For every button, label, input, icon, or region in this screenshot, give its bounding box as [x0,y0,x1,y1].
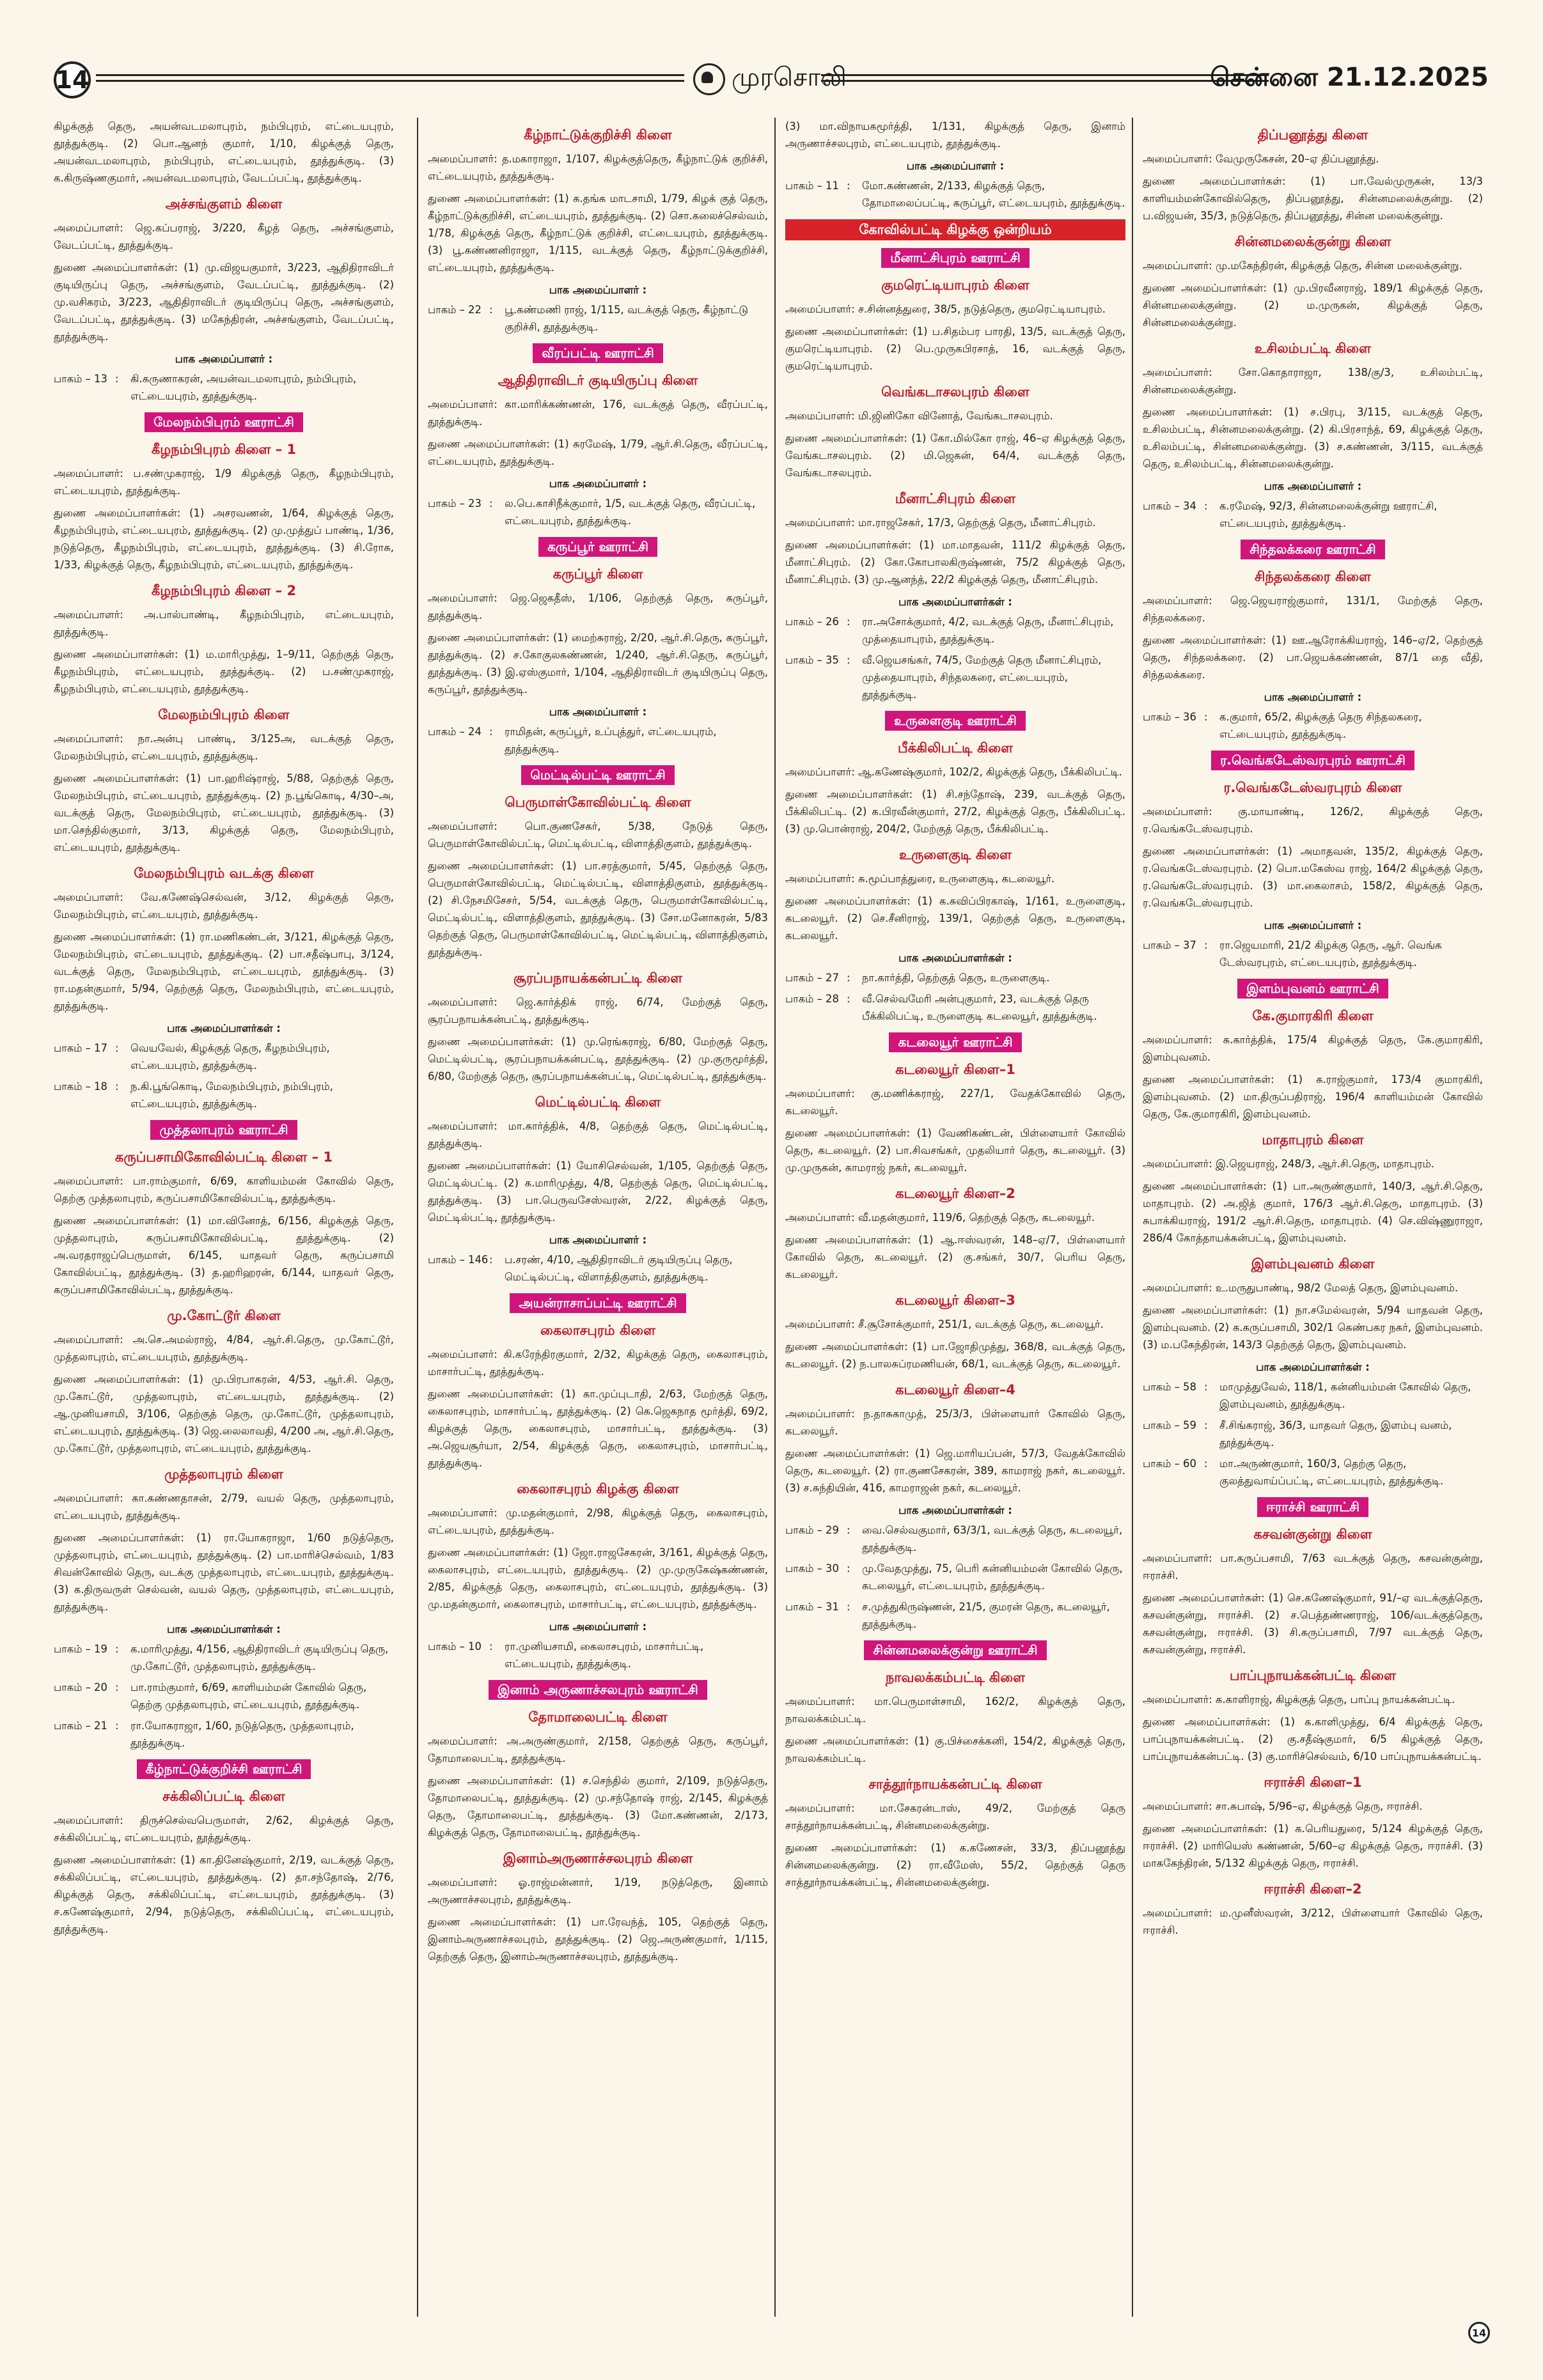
section-heading: உருளைகுடி கிளை [899,847,1012,862]
paragraph: அமைப்பாளர்: க.காளிராஜ், கிழக்குத் தெரு, பாப்பு நாயக்கன்பட்டி. [1143,1693,1455,1706]
section-heading: கீழநம்பிபுரம் கிளை – 2 [151,583,297,598]
booth-label: பாகம் – 10 [428,1640,482,1653]
section-heading: அச்சங்குளம் கிளை [165,196,283,212]
page-number-badge: 14 [54,61,91,98]
paragraph: துணை அமைப்பாளர்கள்: (1) க.தங்க மாடசாமி, 1/79, கிழக் குத் தெரு, கீழ்நாட்டுக்குறிச்சி, எட்டையபுரம், தூத்துக்குடி. (2) சொ.கலைச்செல்வம், 1/78, கிழக்குத் தெரு, கீழ்நாட்டுக் குறிச்சி, எட்டையபுரம், தூத்துக்குடி. (3) பூ.கண்ணனிராஜா, 1/115, வடக்குத் தெரு, கீழ்நாட்டுக்குறிச்சி, எட்டையபுரம், தூத்துக்குடி. [428,192,768,274]
section-heading: திப்பனூத்து கிளை [1257,127,1368,143]
subheading-centered: பாக அமைப்பாளர்கள் : [898,952,1012,964]
header-rule-left [96,74,684,82]
booth-entry [54,1679,394,1713]
paragraph: அமைப்பாளர்: பா.கருப்பசாமி, 7/63 வடக்குத் தெரு, கசவன்குன்று, ஈராச்சி. [1143,1552,1483,1582]
section-heading: பீக்கிலிபட்டி கிளை [897,740,1014,756]
paragraph: துணை அமைப்பாளர்கள்: (1) செ.கணேஷ்குமார், 91/–ஏ வடக்குத்தெரு, கசவன்குன்று, ஈராச்சி. (2) ச.பெத்தண்ணராஜ், 106/வடக்குத்தெரு, கசவன்குன்று, ஈராச்சி. (3) சி.கருப்பசாமி, 7/97 வடக்குத் தெரு, கசவன்குன்று, ஈராச்சி. [1143,1592,1483,1656]
section-heading: பெருமாள்கோவில்பட்டி கிளை [505,795,691,810]
panchayat-badge: இனாம் அருணாச்சலபுரம் ஊராட்சி [489,1680,707,1700]
paragraph: துணை அமைப்பாளர்கள்: (1) ஜோ.ராஜசேகரன், 3/161, கிழக்குத் தெரு, கைலாசபுரம், எட்டையபுரம், தூத்துக்குடி. (2) மு.முருகேஷ்கண்ணன், 2/85, கிழக்குத் தெரு, கைலாசபுரம், எட்டையபுரம், தூத்துக்குடி. (3) மு.மதன்குமார், கைலாசபுரம், மாசார்பட்டி, எட்டையபுரம், தூத்துக்குடி. [428,1546,768,1610]
paragraph: அமைப்பாளர்: ஜெ.ஜெகதீஸ், 1/106, தெற்குத் தெரு, கருப்பூர், தூத்துக்குடி. [428,592,768,621]
paragraph: துணை அமைப்பாளர்கள்: (1) பா.ஜோதிமுத்து, 368/8, வடக்குத் தெரு, கடலையூர். (2) ந.பாலசுப்ரமணியன், 68/1, வடக்குத் தெரு, கடலையூர். [785,1341,1125,1370]
paragraph: அமைப்பாளர்: ஆ.கணேஷ்குமார், 102/2, கிழக்குத் தெரு, பீக்கிலிபட்டி. [785,766,1122,778]
paragraph: துணை அமைப்பாளர்கள்: (1) நா.சமேல்வரன், 5/94 யாதவன் தெரு, இளம்புவனம். (2) க.கருப்பசாமி, 302/1 கெண்பகர நகர், இளம்புவனம். (3) ம.பகேந்திரன், 143/3 தெற்குத் தெரு, இளம்புவனம். [1143,1304,1483,1351]
paragraph: துணை அமைப்பாளர்கள்: (1) பா.சரத்குமார், 5/45, தெற்குத் தெரு, பெருமாள்கோவில்பட்டி, மெட்டில்பட்டி, விளாத்திகுளம், தூத்துக்குடி. (2) சி.நேசமிசேசர், 5/54, வடக்குத் தெரு, பெருமாள்கோவில்பட்டி, மெட்டில்பட்டி, விளாத்திகுளம், தூத்துக்குடி. (3) சோ.மனோகரன், 5/83 தெற்குத் தெரு, பெருமாள்கோவில்பட்டி, மெட்டில்பட்டி, விளாத்திகுளம், தூத்துக்குடி. [428,860,768,958]
section-heading: கருப்பசாமிகோவில்பட்டி கிளை – 1 [114,1149,333,1165]
booth-label: பாகம் – 17 [54,1042,107,1054]
booth-text: க.மாரிமுத்து, 4/156, ஆதிதிராவிடர் குடியிருப்பு தெரு, மு.கோட்டூர், முத்தலாபுரம், தூத்துக்குடி. [130,1643,389,1672]
paragraph: துணை அமைப்பாளர்கள்: (1) மு.பிரவீனராஜ், 189/1 கிழக்குத் தெரு, சின்னமலைக்குன்று. (2) ம.முருகன், கிழக்குத் தெரு, சின்னமலைக்குன்று. [1143,282,1483,329]
section-heading: மேலநம்பிபுரம் வடக்கு கிளை [134,866,314,881]
booth-label: பாகம் – 58 [1143,1381,1196,1393]
section-heading: கடலையூர் கிளை–3 [895,1293,1015,1308]
booth-entry [785,177,1125,212]
paragraph: அமைப்பாளர்: அ.பால்பாண்டி, கீழநம்பிபுரம், எட்டையபுரம், தூத்துக்குடி. [54,609,394,638]
paragraph: அமைப்பாளர்: மா.பெருமாள்சாமி, 162/2, கிழக்குத் தெரு, நாவலக்கம்பட்டி. [785,1695,1125,1725]
booth-label: பாகம் – 20 [54,1681,107,1693]
footer-page-number: 14 [1468,2322,1490,2344]
booth-text: ரா.முனியசாமி, கைலாசபுரம், மாசார்பட்டி, எட்டையபுரம், தூத்துக்குடி. [505,1640,704,1670]
sun-logo-icon [693,63,725,95]
booth-entry [1143,1417,1483,1451]
subheading-centered: பாக அமைப்பாளர் : [906,160,1005,172]
section-heading: கடலையூர் கிளை–2 [895,1186,1015,1201]
colon-separator: : [1204,1458,1208,1470]
booth-entry [785,990,1125,1025]
section-heading: உசிலம்பட்டி கிளை [1254,341,1372,356]
paragraph: துணை அமைப்பாளர்கள்: (1) பா.ஹரிஷ்ராஜ், 5/88, தெற்குத் தெரு, மேலநம்பிபுரம், எட்டையபுரம், தூத்துக்குடி. (2) ந.பூங்கொடி, 4/30–அ, வடக்குத் தெரு, மேலநம்பிபுரம், எட்டையபுரம், தூத்துக்குடி. (3) மா.செந்தில்குமார், 3/13, கிழக்குத் தெரு, மேலநம்பிபுரம், எட்டையபுரம், தூத்துக்குடி. [54,772,394,853]
colon-separator: : [847,1562,850,1575]
paragraph: அமைப்பாளர்: வீ.மதன்குமார், 119/6, தெற்குத் தெரு, கடலையூர். [785,1211,1095,1224]
paragraph: துணை அமைப்பாளர்கள்: (1) அசரவணன், 1/64, கிழக்குத் தெரு, கீழநம்பிபுரம், எட்டையபுரம், தூத்துக்குடி. (2) மு.முத்துப் பாண்டி, 1/36, நடுத்தெரு, கீழநம்பிபுரம், எட்டையபுரம், தூத்துக்குடி. (3) சி.ரோசு, 1/33, கிழக்குத் தெரு, கீழநம்பிபுரம், எட்டையபுரம், தூத்துக்குடி. [54,507,394,571]
paragraph: கிழக்குத் தெரு, அயன்வடமலாபுரம், நம்பிபுரம், எட்டையபுரம், தூத்துக்குடி. (2) பொ.ஆனந் குமார், 1/10, கிழக்குத் தெரு, அயன்வடமலாபுரம், நம்பிபுரம், எட்டையபுரம், தூத்துக்குடி. (3) க.கிருஷ்ணகுமார், அயன்வடமலாபுரம், வேடப்பட்டி, தூத்துக்குடி. [54,120,394,184]
booth-entry [1143,1378,1483,1413]
colon-separator: : [1204,500,1208,512]
booth-entry [785,969,1125,986]
booth-text: மா.அருண்குமார், 160/3, தெற்கு தெரு, குலத்துவாய்ப்பட்டி, எட்டையபுரம், தூத்துக்குடி. [1219,1458,1444,1487]
paragraph: அமைப்பாளர்: ஓ.ராஜ்மன்னார், 1/19, நடுத்தெரு, இனாம் அருணாச்சலபுரம், தூத்துக்குடி. [428,1876,768,1906]
colon-separator: : [1204,1419,1208,1431]
column-4 [1143,118,1483,2317]
section-heading: இனாம்அருணாச்சலபுரம் கிளை [503,1851,693,1866]
booth-entry [785,613,1125,648]
paragraph: அமைப்பாளர்: க.கார்த்திக், 175/4 கிழக்குத் தெரு, கே.குமாரகிரி, இளம்புவனம். [1143,1034,1483,1063]
paragraph: (3) மா.விநாயகமூர்த்தி, 1/131, கிழக்குத் தெரு, இனாம் அருணாச்சலபுரம், எட்டையபுரம், தூத்துக்குடி. [785,120,1125,150]
panchayat-badge: சிந்தலக்கரை ஊராட்சி [1241,540,1384,559]
subheading-centered: பாக அமைப்பாளர் : [175,353,273,365]
column-3 [785,118,1125,2317]
colon-separator: : [847,180,850,192]
section-heading: கீழ்நாட்டுக்குறிச்சி கிளை [524,127,672,143]
booth-label: பாகம் – 60 [1143,1458,1196,1470]
colon-separator: : [847,616,850,628]
subheading-centered: பாக அமைப்பாளர்கள் : [167,1022,281,1034]
booth-entry [54,1640,394,1675]
paragraph: அமைப்பாளர்: திருச்செல்வபெருமாள், 2/62, கிழக்குத் தெரு, சக்கிலிப்பட்டி, எட்டையபுரம், தூத்துக்குடி. [54,1814,394,1844]
paragraph: அமைப்பாளர்: கா.கண்ணதாசன், 2/79, வயல் தெரு, முத்தலாபுரம், எட்டையபுரம், தூத்துக்குடி. [54,1492,394,1521]
paragraph: துணை அமைப்பாளர்கள்: (1) வேணிகண்டன், பிள்ளையார் கோவில் தெரு, கடலையூர். (2) பா.சிவசங்கர், முதலியார் தெரு, கடலையூர். (3) மு.முருகன், காமராஜ் நகர், கடலையூர். [785,1127,1125,1174]
paragraph: அமைப்பாளர்: இ.ஜெயராஜ், 248/3, ஆர்.சி.தெரு, மாதாபுரம். [1143,1158,1435,1170]
paragraph: அமைப்பாளர்: கு.மணிக்கராஜ், 227/1, வேதக்கோவில் தெரு, கடலையூர். [785,1087,1125,1117]
paragraph: அமைப்பாளர்: சு.மூப்பாத்துரை, உருளைகுடி, கடலையூர். [785,873,1055,885]
paragraph: அமைப்பாளர்: உ.மருதுபாண்டி, 98/2 மேலத் தெரு, இளம்புவனம். [1143,1282,1459,1294]
subheading-centered: பாக அமைப்பாளர் : [1264,480,1362,492]
subheading-centered: பாக அமைப்பாளர் : [549,478,647,490]
booth-entry [428,301,768,336]
section-heading: கே.குமாரகிரி கிளை [1252,1008,1374,1023]
paragraph: துணை அமைப்பாளர்கள்: (1) சி.சந்தோஷ், 239, வடக்குத் தெரு, பீக்கிலிபட்டி. (2) க.பிரவீன்குமார், 27/2, கிழக்குத் தெரு, பீக்கிலிபட்டி. (3) மு.பொன்ராஜ், 204/2, மேற்குத் தெரு, பீக்கிலிபட்டி. [785,788,1125,835]
booth-text: வெயவேல், கிழக்குத் தெரு, கீழநம்பிபுரம், எட்டையபுரம், தூத்துக்குடி. [130,1042,330,1071]
paragraph: அமைப்பாளர்: மு.மகேந்திரன், கிழக்குத் தெரு, சின்ன மலைக்குன்று. [1143,260,1462,272]
panchayat-badge: கடலையூர் ஊராட்சி [889,1032,1021,1052]
booth-entry [54,370,394,405]
booth-label: பாகம் – 59 [1143,1419,1196,1431]
booth-text: வை.செல்வகுமார், 63/3/1, வடக்குத் தெரு, கடலையூர், தூத்துக்குடி. [862,1524,1123,1553]
section-heading: தோமாலைபட்டி கிளை [528,1709,668,1725]
paragraph: அமைப்பாளர்: நா.அன்பு பாண்டி, 3/125அ, வடக்குத் தெரு, மேலநம்பிபுரம், எட்டையபுரம், தூத்துக்குடி. [54,733,394,762]
paragraph: அமைப்பாளர்: அ.அருண்குமார், 2/158, தெற்குத் தெரு, கருப்பூர், தோமாலைபட்டி, தூத்துக்குடி. [428,1735,768,1764]
paragraph: துணை அமைப்பாளர்கள்: (1) கா.தினேஷ்குமார், 2/19, வடக்குத் தெரு, சக்கிலிப்பட்டி, எட்டையபுரம், தூத்துக்குடி. (2) தா.சந்தோஷ், 2/76, கிழக்குத் தெரு, சக்கிலிப்பட்டி, எட்டையபுரம், தூத்துக்குடி. (3) ச.கணேஷ்குமார், 2/94, நடுத்தெரு, சக்கிலிப்பட்டி, எட்டையபுரம், தூத்துக்குடி. [54,1854,394,1935]
booth-text: சீ.சிங்கராஜ், 36/3, யாதவர் தெரு, இளம்பு வனம், தூத்துக்குடி. [1219,1419,1452,1449]
paragraph: அமைப்பாளர்: த.மகாராஜா, 1/107, கிழக்குத்தெரு, கீழ்நாட்டுக் குறிச்சி, எட்டையபுரம், தூத்துக்குடி. [428,153,768,182]
column-2 [428,118,768,2317]
paragraph: துணை அமைப்பாளர்கள்: (1) மு.பிரபாகரன், 4/53, ஆர்.சி. தெரு, மு.கோட்டூர், முத்தலாபுரம், எட்டையபுரம், தூத்துக்குடி. (2) ஆ.முனியசாமி, 3/106, தெற்குத் தெரு, மு.கோட்டூர், முத்தலாபுரம், எட்டையபுரம், தூத்துக்குடி. (3) ஜெ.லைலாவதி, 4/200 அ, ஆர்.சி.தெரு, மு.கோட்டூர், முத்தலாபுரம், எட்டையபுரம், தூத்துக்குடி. [54,1373,394,1454]
booth-entry [1143,937,1483,971]
paragraph: அமைப்பாளர்: ஜெ.கப்பராஜ், 3/220, கீழத் தெரு, அச்சங்குளம், வேடப்பட்டி, தூத்துக்குடி. [54,222,394,251]
paragraph: அமைப்பாளர்: சா.சுபாஷ், 5/96–ஏ, கிழக்குத் தெரு, ஈராச்சி. [1143,1800,1423,1812]
section-heading: ஈராச்சி கிளை–2 [1264,1881,1362,1897]
paragraph: துணை அமைப்பாளர்கள்: (1) க.சுவிப்பிரகாஷ், 1/161, உருளைகுடி, கடலையூர். (2) செ.சீனிராஜ், 139/1, தெற்குத் தெரு, உருளைகுடி, கடலையூர். [785,895,1125,942]
section-heading: சிந்தலக்கரை கிளை [1255,569,1371,584]
subheading-centered: பாக அமைப்பாளர் : [1264,691,1362,703]
paragraph: அமைப்பாளர்: பொ.குணசேகர், 5/38, நேடுத் தெரு, பெருமாள்கோவில்பட்டி, மெட்டில்பட்டி, விளாத்திகுளம், தூத்துக்குடி. [428,820,768,850]
panchayat-badge: ஈராச்சி ஊராட்சி [1257,1497,1368,1517]
colon-separator: : [115,1720,119,1732]
paragraph: துணை அமைப்பாளர்கள்: (1) யோசிசெல்வன், 1/105, தெற்குத் தெரு, மெட்டில்பட்டி. (2) க.மாரிமுத்து, 4/8, தெற்குத் தெரு, மெட்டில்பட்டி, தூத்துக்குடி. (3) பா.பெருவசேஸ்வரன், 2/22, கிழக்குத் தெரு, மெட்டில்பட்டி, தூத்துக்குடி. [428,1160,768,1224]
booth-label: பாகம் – 27 [785,972,839,984]
booth-text: கி.கருணாகரன், அயன்வடமலாபுரம், நம்பிபுரம், எட்டையபுரம், தூத்துக்குடி. [130,373,357,402]
booth-label: பாகம் – 13 [54,373,107,385]
booth-label: பாகம் – 146 [428,1254,489,1266]
panchayat-badge: மெட்டில்பட்டி ஊராட்சி [521,765,674,785]
paragraph: அமைப்பாளர்: ஜெ.கார்த்திக் ராஜ், 6/74, மேற்குத் தெரு, சூரப்பநாயக்கன்பட்டி, தூத்துக்குடி. [428,996,768,1025]
booth-text: ரா.யோகராஜா, 1/60, நடுத்தெரு, முத்தலாபுரம், தூத்துக்குடி. [130,1720,354,1749]
section-heading: சின்னமலைக்குன்று கிளை [1234,234,1391,249]
booth-entry [428,723,768,758]
paragraph: அமைப்பாளர்: கு.மாயாண்டி, 126/2, கிழக்குத் தெரு, ர.வெங்கடேஸ்வரபுரம். [1143,805,1483,835]
colon-separator: : [115,1042,119,1054]
paragraph: துணை அமைப்பாளர்கள்: (1) பா.வேல்முருகன், 13/3 காளியம்மன்கோவில்தெரு, திப்பனூத்து, சின்னமலைக்குன்று. (2) ப.விஜயன், 35/3, நடுத்தெரு, திப்பனூத்து, சின்ன மலைக்குன்று. [1143,175,1483,222]
colon-separator: : [1204,939,1208,951]
panchayat-badge: உருளைகுடி ஊராட்சி [885,711,1026,731]
section-heading: நாவலக்கம்பட்டி கிளை [885,1670,1026,1685]
paragraph: அமைப்பாளர்: சோ.கொதாராஜா, 138/கு/3, உசிலம்பட்டி, சின்னமலைக்குன்று. [1143,366,1483,396]
paragraph: துணை அமைப்பாளர்கள்: (1) மு.ரெங்கராஜ், 6/80, மேற்குத் தெரு, மெட்டில்பட்டி, சூரப்பநாயக்கன்பட்டி, தூத்துக்குடி. (2) மு.குருமூர்த்தி, 6/80, மேற்குத் தெரு, சூரப்பநாயக்கன்பட்டி, மெட்டில்பட்டி, தூத்துக்குடி. [428,1036,768,1082]
booth-label: பாகம் – 21 [54,1720,107,1732]
booth-entry [428,1251,768,1286]
section-heading: வெங்கடாசலபுரம் கிளை [881,384,1030,400]
booth-label: பாகம் – 24 [428,726,482,738]
paragraph: துணை அமைப்பாளர்கள்: (1) கோ.மில்கோ ராஜ், 46–ஏ கிழக்குத் தெரு, வேங்கடாசலபுரம். (2) மி.ஜெகன், 64/4, வடக்குத் தெரு, வேங்கடாசலபுரம். [785,432,1125,479]
paragraph: துணை அமைப்பாளர்கள்: (1) க.காளிமுத்து, 6/4 கிழக்குத் தெரு, பாப்புநாயக்கன்பட்டி. (2) கு.சதீஷ்குமார், 6/5 கிழக்குத் தெரு, பாப்புநாயக்கன்பட்டி. (3) கு.மாரிச்செல்வம், 6/10 பாப்புநாயக்கன்பட்டி. [1143,1716,1483,1762]
booth-label: பாகம் – 30 [785,1562,839,1575]
paragraph: துணை அமைப்பாளர்கள்: (1) கா.முப்புடாதி, 2/63, மேற்குத் தெரு, கைலாசபுரம், மாசார்பட்டி, தூத்துக்குடி. (2) கெ.ஜெகநாத மூர்த்தி, 69/2, கிழக்குத் தெரு, கைலாசபுரம், மாசார்பட்டி, தூத்துக்குடி. (3) அ.ஜெயசூர்யா, 2/54, கிழக்குத் தெரு, கைலாசபுரம், மாசார்பட்டி, தூத்துக்குடி. [428,1388,768,1469]
section-heading: கருப்பூர் கிளை [552,566,643,582]
section-heading: ஆதிதிராவிடர் குடியிருப்பு கிளை [497,373,698,388]
section-heading: இளம்புவனம் கிளை [1251,1256,1375,1272]
subheading-centered: பாக அமைப்பாளர் : [549,284,647,296]
section-heading: ர.வெங்கடேஸ்வரபுரம் கிளை [1223,780,1402,795]
section-heading: சூரப்பநாயக்கன்பட்டி கிளை [513,970,683,986]
paragraph: துணை அமைப்பாளர்கள்: (1) ஆ.ஈஸ்வரன், 148–ஏ/7, பிள்ளையார் கோவில் தெரு, கடலையூர். (2) கு.சங்கர், 30/7, பெரிய தெரு, கடலையூர். [785,1234,1125,1280]
masthead [54,61,1489,100]
colon-separator: : [115,1643,119,1655]
booth-entry [785,651,1125,703]
colon-separator: : [847,654,850,666]
section-heading: மெட்டில்பட்டி கிளை [535,1094,661,1110]
section-heading: முத்தலாபுரம் கிளை [164,1466,283,1482]
booth-text: க.ரமேஷ், 92/3, சின்னமலைக்குன்று ஊராட்சி, எட்டையபுரம், தூத்துக்குடி. [1219,500,1437,529]
section-heading: கடலையூர் கிளை–4 [895,1382,1015,1397]
newspaper-title: முரசொலி [732,63,847,92]
section-heading: கைலாசபுரம் கிளை [540,1323,656,1338]
panchayat-badge: மேலநம்பிபுரம் ஊராட்சி [145,412,303,432]
paragraph: துணை அமைப்பாளர்கள்: (1) கு.பிச்சைக்கனி, 154/2, கிழக்குத் தெரு, நாவலக்கம்பட்டி. [785,1735,1125,1764]
section-heading: மீனாட்சிபுரம் கிளை [895,491,1016,506]
subheading-centered: பாக அமைப்பாளர் : [549,1621,647,1633]
booth-entry [785,1560,1125,1594]
paragraph: துணை அமைப்பாளர்கள்: (1) ஜெ.மாரியப்பன், 57/3, வேதக்கோவில் தெரு, கடலையூர். (2) ரா.குணசேகரன், 389, காமராஜ் நகர், கடலையூர். (3) ச.சுந்தியின், 416, காமராஜன் நகர், கடலையூர். [785,1447,1125,1494]
booth-entry [785,1598,1125,1633]
booth-text: வீ.செல்வமேரி அன்புகுமார், 23, வடக்குத் தெரு பீக்கிலிபட்டி, உருளைகுடி கடலையூர், தூத்துக்குடி. [862,993,1097,1022]
paragraph: துணை அமைப்பாளர்கள்: (1) ரா.யோகராஜா, 1/60 நடுத்தெரு, முத்தலாபுரம், எட்டையபுரம், தூத்துக்குடி. (2) பா.மாரிச்செல்வம், 1/83 சிவன்கோவில் தெரு, வடக்கு முத்தலாபுரம், எட்டையபுரம், தூத்துக்குடி. (3) க.திருவருள் செல்வன், வயல் தெரு, முத்தலாபுரம், எட்டையபுரம், தூத்துக்குடி. [54,1532,394,1613]
paragraph: துணை அமைப்பாளர்கள்: (1) ச.பிரபு, 3/115, வடக்குத் தெரு, உசிலம்பட்டி, சின்னமலைக்குன்று. (2) கி.பிரசாந்த், 69, கிழக்குத் தெரு, உசிலம்பட்டி, சின்னமலைக்குன்று. (3) ச.கண்ணன், 3/115, வடக்குத் தெரு, உசிலம்பட்டி, சின்னமலைக்குன்று. [1143,406,1483,470]
panchayat-badge: அயன்ராசாப்பட்டி ஊராட்சி [510,1293,685,1313]
header-rule-right [821,74,1269,82]
booth-text: ச.முத்துகிருஷ்ணன், 21/5, குமரன் தெரு, கடலையூர், தூத்துக்குடி. [862,1601,1110,1630]
booth-text: பா.ராம்குமார், 6/69, காளியம்மன் கோவில் தெரு, தெற்கு முத்தலாபுரம், எட்டையபுரம், தூத்துக்குடி. [130,1681,367,1711]
colon-separator: : [489,726,493,738]
booth-label: பாகம் – 22 [428,304,482,316]
panchayat-badge: இளம்புவனம் ஊராட்சி [1237,979,1388,999]
section-heading: மு.கோட்டூர் கிளை [167,1308,281,1323]
booth-text: ராமிதன், கருப்பூர், உப்புத்துர், எட்டையபுரம், தூத்துக்குடி. [505,726,717,755]
subheading-centered: பாக அமைப்பாளர்கள் : [898,1504,1012,1516]
dateline: சென்னை 21.12.2025 [1210,63,1489,92]
booth-label: பாகம் – 18 [54,1080,107,1093]
paragraph: துணை அமைப்பாளர்கள்: (1) ப.சிதம்பர பாரதி, 13/5, வடக்குத் தெரு, குமரெட்டியாபுரம். (2) பெ.முருகபிரசாத், 16, வடக்குத் தெரு, குமரெட்டியாபுரம். [785,325,1125,372]
paragraph: அமைப்பாளர்: கி.கரேந்திரகுமார், 2/32, கிழக்குத் தெரு, கைலாசபுரம், மாசார்பட்டி, தூத்துக்குடி. [428,1348,768,1378]
paragraph: அமைப்பாளர்: மா.ராஜசேகர், 17/3, தெற்குத் தெரு, மீனாட்சிபுரம். [785,517,1096,529]
booth-text: ரா.ஜெயமாரி, 21/2 கிழக்கு தெரு, ஆர். வெங்க டேஸ்வரபுரம், எட்டையபுரம், தூத்துக்குடி. [1219,939,1442,968]
subheading-centered: பாக அமைப்பாளர் : [1264,919,1362,931]
paragraph: துணை அமைப்பாளர்கள்: (1) க.கணேசன், 33/3, திப்பனூத்து சின்னமலைக்குன்று. (2) ரா.வீமேஸ், 55/2, தெற்குத் தெரு சாத்தூர்நாயக்கன்பட்டி, சின்னமலைக்குன்று. [785,1842,1125,1888]
column-1 [54,118,394,2317]
panchayat-badge: முத்தலாபுரம் ஊராட்சி [150,1120,297,1140]
booth-label: பாகம் – 11 [785,180,839,192]
colon-separator: : [847,972,850,984]
paragraph: அமைப்பாளர்: ப.சண்முகராஜ், 1/9 கிழக்குத் தெரு, கீழநம்பிபுரம், எட்டையபுரம், தூத்துக்குடி. [54,467,394,497]
booth-text: க.குமார், 65/2, கிழக்குத் தெரு சிந்தலகரை, எட்டையபுரம், தூத்துக்குடி. [1219,711,1422,740]
booth-entry [1143,1455,1483,1489]
panchayat-badge: ர.வெங்கடேஸ்வரபுரம் ஊராட்சி [1211,751,1414,770]
paragraph: அமைப்பாளர்: அ.செ.அமல்ராஜ், 4/84, ஆர்.சி.தெரு, மு.கோட்டூர், முத்தலாபுரம், எட்டையபுரம், தூத்துக்குடி. [54,1334,394,1363]
booth-text: ந.கி.பூங்கொடி, மேலநம்பிபுரம், நம்பிபுரம், எட்டையபுரம், தூத்துக்குடி. [130,1080,333,1110]
booth-entry [428,495,768,529]
booth-entry [54,1717,394,1752]
subheading-centered: பாக அமைப்பாளர்கள் : [898,596,1012,608]
section-heading: ஈராச்சி கிளை–1 [1264,1775,1362,1790]
booth-label: பாகம் – 35 [785,654,839,666]
section-heading: கசவன்குன்று கிளை [1253,1527,1372,1542]
paragraph: அமைப்பாளர்: சீ.சூசோக்குமார், 251/1, வடக்குத் தெரு, கடலையூர். [785,1318,1104,1330]
paragraph: துணை அமைப்பாளர்கள்: (1) மைற்சுராஜ், 2/20, ஆர்.சி.தெரு, கருப்பூர், தூத்துக்குடி. (2) ச.கோகுலகண்ணன், 1/240, ஆர்.சி.தெரு, கருப்பூர், தூத்துக்குடி. (3) இ.ஏஸ்குமார், 1/104, ஆதிதிராவிடர் குடியிருப்பு தெரு, கருப்பூர், தூத்துக்குடி. [428,632,768,696]
colon-separator: : [847,993,850,1005]
section-heading: சாத்தூர்நாயக்கன்பட்டி கிளை [868,1777,1042,1792]
paragraph: துணை அமைப்பாளர்கள்: (1) சுரமேஷ், 1/79, ஆர்.சி.தெரு, வீரப்பட்டி, எட்டையபுரம், தூத்துக்குடி. [428,438,768,467]
booth-label: பாகம் – 19 [54,1643,107,1655]
paragraph: துணை அமைப்பாளர்கள்: (1) ச.செந்தில் குமார், 2/109, நடுத்தெரு, தோமாலைபட்டி, தூத்துக்குடி. (2) மு.சந்தோஷ் ராஜ், 2/145, கிழக்குத் தெரு, தோமாலைபட்டி, தூத்துக்குடி. (3) மோ.கண்ணன், 2/173, கிழக்குத் தெரு, தோமாலைபட்டி, தூத்துக்குடி. [428,1775,768,1839]
section-heading: சக்கிலிப்பட்டி கிளை [162,1789,285,1804]
paragraph: அமைப்பாளர்: ஜெ.ஜெயராஜ்குமார், 131/1, மேற்குத் தெரு, சிந்தலக்கரை. [1143,595,1483,624]
booth-text: பூ.கண்மணி ராஜ், 1/115, வடக்குத் தெரு, கீழ்நாட்டு குறிச்சி, தூத்துக்குடி. [505,304,749,333]
colon-separator: : [115,1080,119,1093]
booth-text: மோ.கண்ணன், 2/133, கிழக்குத் தெரு, தோமாலைப்பட்டி, கருப்பூர், எட்டையபுரம், தூத்துக்குடி. [862,180,1125,209]
panchayat-badge: கருப்பூர் ஊராட்சி [538,537,657,557]
colon-separator: : [489,1254,493,1266]
panchayat-badge: வீரப்பட்டி ஊராட்சி [533,343,663,363]
paragraph: துணை அமைப்பாளர்கள்: (1) மு.விஜயகுமார், 3/223, ஆதிதிராவிடர் குடியிருப்பு தெரு, அச்சங்குளம், வேடப்பட்டி, தூத்துக்குடி. (2) மு.வசிகரம், 3/223, ஆதிதிராவிடர் குடியிருப்பு தெரு, அச்சங்குளம், வேடப்பட்டி, தூத்துக்குடி. (3) மகேந்திரன், அச்சங்குளம், வேடப்பட்டி, தூத்துக்குடி. [54,261,394,343]
paragraph: துணை அமைப்பாளர்கள்: (1) மா.வினோத், 6/156, கிழக்குத் தெரு, முத்தலாபுரம், கருப்பசாமிகோவில்பட்டி, தூத்துக்குடி. (2) அ.வரதராஜப்பெருமாள், 6/145, யாதவர் தெரு, கருப்பசாமி கோவில்பட்டி, தூத்துக்குடி. (3) த.ஹரிஹரன், 6/144, யாதவர் தெரு, கருப்பசாமிகோவில்பட்டி, தூத்துக்குடி. [54,1215,394,1296]
booth-label: பாகம் – 29 [785,1524,839,1536]
colon-separator: : [489,1640,493,1653]
colon-separator: : [847,1601,850,1613]
colon-separator: : [115,1681,119,1693]
paragraph: துணை அமைப்பாளர்கள்: (1) ம.மாரிமுத்து, 1–9/11, தெற்குத் தெரு, கீழநம்பிபுரம், எட்டையபுரம், தூத்துக்குடி. (2) ப.சண்முகராஜ், கீழநம்பிபுரம், எட்டையபுரம், தூத்துக்குடி. [54,648,394,695]
paragraph: துணை அமைப்பாளர்கள்: (1) பா.அருண்குமார், 140/3, ஆர்.சி.தெரு, மாதாபுரம். (2) அ.ஜித் குமார், 176/3 ஆர்.சி.தெரு, மாதாபுரம். (3) சுபாக்கியராஜ், 191/2 ஆர்.சி.தெரு, மாதாபுரம். (4) செ.விஷ்ணுராஜா, 286/4 கோத்தாயக்கன்பட்டி, இளம்புவனம். [1143,1180,1483,1244]
section-heading: கைலாசபுரம் கிழக்கு கிளை [517,1481,679,1497]
paragraph: அமைப்பாளர்: மா.சேகரன்டாஸ், 49/2, மேற்குத் தெரு சாத்தூர்நாயக்கன்பட்டி, சின்னமலைக்குன்று. [785,1802,1125,1832]
paragraph: அமைப்பாளர்: கா.மாரிக்கண்ணன், 176, வடக்குத் தெரு, வீரப்பட்டி, தூத்துக்குடி. [428,398,768,428]
booth-entry [428,1638,768,1672]
paragraph: அமைப்பாளர்: ச.சின்னத்துரை, 38/5, நடுத்தெரு, குமரெட்டியாபுரம். [785,303,1106,315]
section-heading: கீழநம்பிபுரம் கிளை – 1 [151,442,297,457]
booth-label: பாகம் – 36 [1143,711,1196,723]
paragraph: அமைப்பாளர்: வே.கணேஷ்செல்வன், 3/12, கிழக்குத் தெரு, மேலநம்பிபுரம், எட்டையபுரம், தூத்துக்குடி. [54,891,394,921]
booth-entry [1143,497,1483,532]
panchayat-badge: சின்னமலைக்குன்று ஊராட்சி [864,1640,1046,1660]
article-columns [54,118,1489,2317]
booth-label: பாகம் – 37 [1143,939,1196,951]
paragraph: துணை அமைப்பாளர்கள்: (1) ரா.மணிகண்டன், 3/121, கிழக்குத் தெரு, மேலநம்பிபுரம், எட்டையபுரம், தூத்துக்குடி. (2) பா.சதீஷ்பாபு, 3/124, வடக்குத் தெரு, மேலநம்பிபுரம், எட்டையபுரம், தூத்துக்குடி. (3) ரா.மதன்குமார், 5/94, தெற்குத் தெரு, மேலநம்பிபுரம், எட்டையபுரம், தூத்துக்குடி. [54,931,394,1012]
colon-separator: : [1204,1381,1208,1393]
paragraph: துணை அமைப்பாளர்கள்: (1) அமாதவன், 135/2, கிழக்குத் தெரு, ர.வெங்கடேஸ்வரபுரம். (2) பொ.மகேஸ்வ ராஜ், 164/2 கிழக்குத் தெரு, ர.வெங்கடேஸ்வரபுரம். (3) மா.கைலாசம், 158/2, கிழக்குத் தெரு, ர.வெங்கடேஸ்வரபுரம். [1143,845,1483,909]
subheading-centered: பாக அமைப்பாளர் : [549,706,647,718]
section-heading: மாதாபுரம் கிளை [1262,1132,1364,1147]
booth-entry [54,1039,394,1074]
booth-label: பாகம் – 31 [785,1601,839,1613]
section-heading: பாப்புநாயக்கன்பட்டி கிளை [1230,1668,1396,1683]
colon-separator: : [489,497,493,509]
booth-entry [785,1521,1125,1556]
panchayat-badge: கீழ்நாட்டுக்குறிச்சி ஊராட்சி [137,1759,311,1779]
paragraph: அமைப்பாளர்: ந.தாசுகாமுத், 25/3/3, பிள்ளையார் கோவில் தெரு, கடலையூர். [785,1408,1125,1437]
booth-entry [1143,708,1483,743]
booth-text: நா.கார்த்தி, தெற்குத் தெரு, உருளைகுடி. [862,972,1050,984]
paragraph: அமைப்பாளர்: பா.ராம்குமார், 6/69, காளியம்மன் கோவில் தெரு, தெற்கு முத்தலாபுரம், கருப்பசாமிகோவில்பட்டி, தூத்துக்குடி. [54,1175,394,1204]
booth-entry [54,1078,394,1112]
booth-text: ரா.அசோக்குமார், 4/2, வடக்குத் தெரு, மீனாட்சிபுரம், முத்தையாபுரம், தூத்துக்குடி. [862,616,1114,645]
paragraph: துணை அமைப்பாளர்கள்: (1) க.பெரியதுரை, 5/124 கிழக்குத் தெரு, ஈராச்சி. (2) மாரியெஸ் கண்ணன், 5/60–ஏ கிழக்குத் தெரு, ஈராச்சி. (3) மாககேந்திரன், 5/132 கிழக்குத் தெரு, ஈராச்சி. [1143,1823,1483,1869]
paragraph: அமைப்பாளர்: வேமுருகேசன், 20–ஏ திப்பனூத்து. [1143,153,1379,165]
paragraph: அமைப்பாளர்: மி.ஜினிகோ வினோத், வேங்கடாசலபுரம். [785,410,1053,422]
booth-text: ல.பெ.காசிநீக்குமார், 1/5, வடக்குத் தெரு, வீரப்பட்டி, எட்டையபுரம், தூத்துக்குடி. [505,497,756,527]
booth-text: வீ.ஜெயசங்கர், 74/5, மேற்குத் தெரு மீனாட்சிபுரம், முத்தையாபுரம், சிந்தலகரை, எட்டையபுரம், தூத்துக்குடி. [862,654,1102,701]
colon-separator: : [115,373,119,385]
panchayat-badge: மீனாட்சிபுரம் ஊராட்சி [881,248,1029,268]
subheading-centered: பாக அமைப்பாளர்கள் : [167,1623,281,1635]
paragraph: துணை அமைப்பாளர்கள்: (1) பா.ரேவந்த், 105, தெற்குத் தெரு, இனாம்அருணாச்சலபுரம், தூத்துக்குடி. (2) ஜெ.அருண்குமார், 1/115, தெற்குத் தெரு, இனாம்அருணாச்சலபுரம், தூத்துக்குடி. [428,1916,768,1963]
booth-label: பாகம் – 34 [1143,500,1196,512]
subheading-centered: பாக அமைப்பாளர்கள் : [1256,1361,1370,1373]
section-heading: கடலையூர் கிளை–1 [895,1062,1015,1077]
booth-label: பாகம் – 26 [785,616,839,628]
colon-separator: : [847,1524,850,1536]
paragraph: துணை அமைப்பாளர்கள்: (1) ஊ.ஆரோக்கியராஜ், 146–ஏ/2, தெற்குத் தெரு, சிந்தலக்கரை. (2) பா.ஜெயக்கண்ணன், 87/1 தை வீதி, சிந்தலக்கரை. [1143,634,1483,681]
subheading-centered: பாக அமைப்பாளர் : [549,1234,647,1246]
booth-label: பாகம் – 28 [785,993,839,1005]
paragraph: துணை அமைப்பாளர்கள்: (1) மா.மாதவன், 111/2 கிழக்குத் தெரு, மீனாட்சிபுரம். (2) கோ.கோபாலகிருஷ்ணன், 75/2 கிழக்குத் தெரு, மீனாட்சிபுரம். (3) மு.ஆனந்த், 22/2 கிழக்குத் தெரு, மீனாட்சிபுரம். [785,539,1125,586]
colon-separator: : [489,304,493,316]
colon-separator: : [1204,711,1208,723]
booth-label: பாகம் – 23 [428,497,482,509]
union-banner: கோவில்பட்டி கிழக்கு ஒன்றியம் [785,219,1125,240]
paragraph: அமைப்பாளர்: மு.மதன்குமார், 2/98, கிழக்குத் தெரு, கைலாசபுரம், எட்டையபுரம், தூத்துக்குடி. [428,1507,768,1536]
section-heading: மேலநம்பிபுரம் கிளை [158,707,290,722]
paragraph: துணை அமைப்பாளர்கள்: (1) க.ராஜ்குமார், 173/4 குமாரகிரி, இளம்புவனம். (2) மா.திருப்பதிராஜ், 196/4 காளியம்மன் கோவில் தெரு, கே.குமாரகிரி, இளம்புவனம். [1143,1073,1483,1120]
booth-text: மு.வேதமுத்து, 75, பெரி கன்னியம்மன் கோவில் தெரு, கடலையூர், எட்டையபுரம், தூத்துக்குடி. [862,1562,1123,1592]
section-heading: குமரெட்டியாபுரம் கிளை [881,277,1030,293]
paragraph: அமைப்பாளர்: ம.முனீஸ்வரன், 3/212, பிள்ளையார் கோவில் தெரு, ஈராச்சி. [1143,1907,1483,1936]
booth-text: ப.சரண், 4/10, ஆதிதிராவிடர் குடியிருப்பு தெரு, மெட்டில்பட்டி, விளாத்திகுளம், தூத்துக்குடி. [505,1254,733,1283]
booth-text: மாமுத்துவேல், 118/1, கன்னியம்மன் கோவில் தெரு, இளம்புவனம், தூத்துக்குடி. [1219,1381,1471,1410]
paragraph: அமைப்பாளர்: மா.கார்த்திக், 4/8, தெற்குத் தெரு, மெட்டில்பட்டி, தூத்துக்குடி. [428,1120,768,1149]
